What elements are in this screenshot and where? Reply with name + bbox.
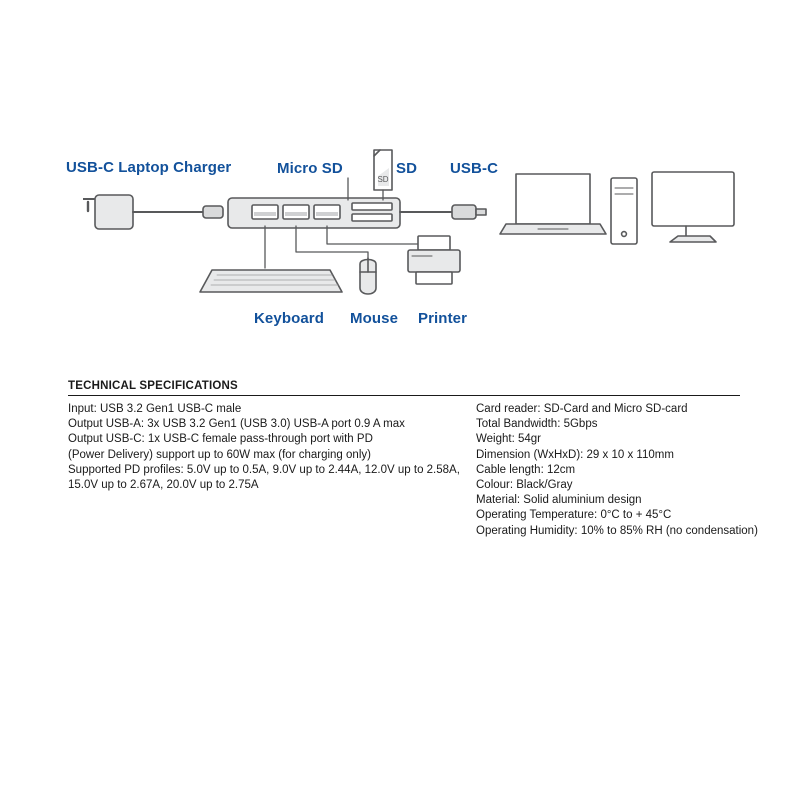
laptop-illustration [500, 174, 606, 234]
spec-line: Operating Humidity: 10% to 85% RH (no condensation) [476, 524, 758, 537]
label-mouse: Mouse [350, 310, 399, 327]
specs-column-right [404, 402, 758, 539]
spec-line: Material: Solid aluminium design [476, 494, 642, 507]
label-printer: Printer [418, 310, 468, 327]
specs-title: TECHNICAL SPECIFICATIONS [68, 380, 238, 392]
spec-line: Operating Temperature: 0°C to + 45°C [476, 509, 672, 522]
spec-line: Output USB-C: 1x USB-C female pass-through port with PD [68, 433, 373, 446]
charger-illustration [83, 195, 223, 229]
spec-line: Card reader: SD-Card and Micro SD-card [476, 403, 688, 415]
monitor-illustration [652, 172, 734, 242]
sd-card-illustration [374, 150, 392, 190]
keyboard-illustration [200, 270, 342, 292]
label-micro-sd: Micro SD [277, 160, 343, 177]
spec-line: Input: USB 3.2 Gen1 USB-C male [68, 403, 242, 415]
diagram-svg [0, 0, 800, 360]
hub-illustration [228, 198, 486, 228]
label-keyboard: Keyboard [254, 310, 324, 327]
label-sd: SD [396, 160, 418, 177]
connection-diagram [0, 0, 800, 360]
spec-line: Dimension (WxHxD): 29 x 10 x 110mm [476, 448, 674, 461]
spec-line: Weight: 54gr [476, 433, 541, 446]
label-usb-c-laptop-charger: USB-C Laptop Charger [66, 159, 232, 176]
spec-line: Total Bandwidth: 5Gbps [476, 418, 598, 431]
specs-column-left [68, 402, 460, 539]
svg-text:SD: SD [377, 175, 389, 184]
spec-line: (Power Delivery) support up to 60W max (for charging only) [68, 448, 371, 461]
mouse-illustration [360, 258, 376, 294]
desktop-tower-illustration [611, 178, 637, 244]
spec-line: 15.0V up to 2.67A, 20.0V up to 2.75A [68, 479, 259, 492]
printer-illustration [408, 236, 460, 284]
spec-line: Output USB-A: 3x USB 3.2 Gen1 (USB 3.0) USB-A port 0.9 A max [68, 418, 405, 431]
specs-divider [68, 395, 740, 396]
spec-line: Cable length: 12cm [476, 463, 576, 476]
specs-columns [68, 402, 758, 539]
spec-line: Supported PD profiles: 5.0V up to 0.5A, 9.0V up to 2.44A, 12.0V up to 2.58A, [68, 463, 460, 476]
label-usb-c: USB-C [450, 160, 498, 177]
spec-line: Colour: Black/Gray [476, 479, 573, 492]
technical-specifications [68, 380, 758, 539]
